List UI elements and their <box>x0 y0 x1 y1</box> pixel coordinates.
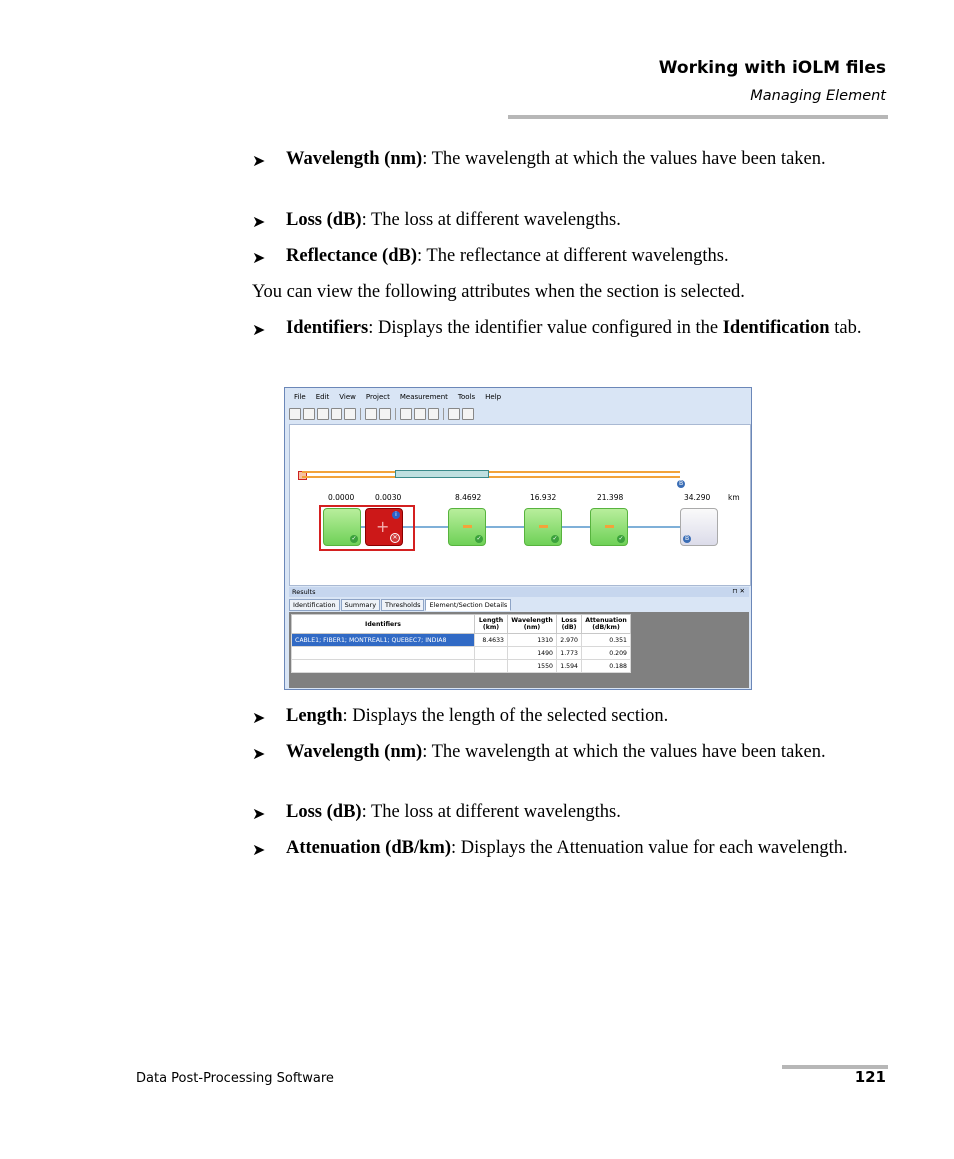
bullet-term: Wavelength (nm) <box>286 149 423 169</box>
pass-icon: ✓ <box>618 535 624 542</box>
wavelength-cell: 1310 <box>508 634 557 647</box>
tab-element-section-details[interactable]: Element/Section Details <box>425 599 511 611</box>
header-rule <box>508 115 888 119</box>
splice-icon: + <box>376 517 390 536</box>
print-preview-icon[interactable] <box>365 408 377 420</box>
table-row[interactable] <box>292 634 631 647</box>
cut-icon[interactable] <box>400 408 412 420</box>
details-table <box>291 614 631 673</box>
bullet-term: Loss (dB) <box>286 210 362 230</box>
loss-cell: 1.594 <box>557 660 582 673</box>
bullet-arrow-icon: ➤ <box>252 842 266 859</box>
bullet-text-2: tab. <box>829 318 862 338</box>
tab-identification[interactable]: Identification <box>289 599 340 611</box>
length-cell: 8.4633 <box>475 634 508 647</box>
bullet-text: : The wavelength at which the values have been taken. <box>422 742 826 762</box>
tab-thresholds[interactable]: Thresholds <box>381 599 424 611</box>
menu-help[interactable]: Help <box>485 393 502 401</box>
col-identifiers[interactable]: Identifiers <box>292 615 475 634</box>
network-icon[interactable] <box>462 408 474 420</box>
paste-icon[interactable] <box>428 408 440 420</box>
bullet-term: Identifiers <box>286 318 369 338</box>
print-icon[interactable] <box>303 408 315 420</box>
bullet-term: Wavelength (nm) <box>286 742 423 762</box>
fail-icon: ✕ <box>390 533 400 543</box>
bullet-term: Loss (dB) <box>286 802 362 822</box>
results-tabs <box>289 599 512 611</box>
fiber-trace-lower <box>302 476 680 478</box>
application-screenshot <box>284 387 752 690</box>
toolbar-separator <box>443 408 444 420</box>
section-subtitle: Managing Element <box>750 88 886 104</box>
page-number: 121 <box>854 1068 886 1086</box>
loss-cell: 2.970 <box>557 634 582 647</box>
wavelength-cell: 1490 <box>508 647 557 660</box>
element-selected-section[interactable] <box>365 508 403 546</box>
col-loss[interactable]: Loss (dB) <box>557 615 582 634</box>
bullet-arrow-icon: ➤ <box>252 153 266 170</box>
bullet-term-2: Identification <box>722 318 830 338</box>
bullet-attenuation <box>252 836 862 861</box>
length-cell <box>475 660 508 673</box>
menu-bar <box>289 390 506 406</box>
distance-label: 8.4692 <box>455 493 482 502</box>
results-pane-title: Results <box>292 588 316 596</box>
distance-label: 0.0000 <box>328 493 355 502</box>
bullet-text: : Displays the Attenuation value for each wavelength. <box>450 838 848 858</box>
bullet-term: Length <box>286 706 343 726</box>
pass-icon: ✓ <box>351 535 357 542</box>
distance-label: 34.290 <box>684 493 711 502</box>
save-icon[interactable] <box>331 408 343 420</box>
link-view-canvas <box>289 424 751 586</box>
toolbar-separator <box>360 408 361 420</box>
menu-tools[interactable]: Tools <box>457 393 476 401</box>
open-folder-icon[interactable] <box>317 408 329 420</box>
table-row[interactable] <box>292 647 631 660</box>
end-marker-icon: B <box>678 480 684 487</box>
attenuation-cell: 0.209 <box>582 647 631 660</box>
loss-cell: 1.773 <box>557 647 582 660</box>
bullet-wavelength-2 <box>252 740 862 765</box>
body-paragraph: You can view the following attributes when the section is selected. <box>252 282 745 302</box>
attenuation-cell: 0.188 <box>582 660 631 673</box>
bullet-text: : Displays the length of the selected section. <box>342 706 669 726</box>
menu-edit[interactable]: Edit <box>315 393 330 401</box>
info-icon: i <box>392 511 400 519</box>
bullet-reflectance <box>252 244 862 269</box>
col-wavelength[interactable]: Wavelength (nm) <box>508 615 557 634</box>
bullet-arrow-icon: ➤ <box>252 710 266 727</box>
attenuation-cell: 0.351 <box>582 634 631 647</box>
bullet-term: Attenuation (dB/km) <box>286 838 451 858</box>
end-marker-icon: B <box>684 535 690 542</box>
distance-label: 16.932 <box>530 493 557 502</box>
table-row[interactable] <box>292 660 631 673</box>
col-attenuation[interactable]: Attenuation (dB/km) <box>582 615 631 634</box>
element-splice-3[interactable] <box>590 508 628 546</box>
menu-project[interactable]: Project <box>365 393 390 401</box>
save-as-icon[interactable] <box>344 408 356 420</box>
bullet-text: : Displays the identifier value configured in the <box>368 318 723 338</box>
selected-section-trace <box>395 470 489 478</box>
length-cell <box>475 647 508 660</box>
menu-measurement[interactable]: Measurement <box>399 393 448 401</box>
bullet-arrow-icon: ➤ <box>252 322 266 339</box>
element-launch[interactable] <box>323 508 361 546</box>
tab-summary[interactable]: Summary <box>341 599 380 611</box>
report-icon[interactable] <box>379 408 391 420</box>
toolbar <box>289 406 474 421</box>
results-grid-area <box>289 612 749 688</box>
bullet-length <box>252 704 862 729</box>
menu-file[interactable]: File <box>294 393 306 401</box>
pass-icon: ✓ <box>476 535 482 542</box>
element-splice-1[interactable] <box>448 508 486 546</box>
new-file-icon[interactable] <box>289 408 301 420</box>
bullet-text: : The reflectance at different wavelengths. <box>417 246 729 266</box>
fiber-trace-upper <box>302 471 680 473</box>
bullet-text: : The wavelength at which the values have been taken. <box>422 149 826 169</box>
toolbar-separator <box>395 408 396 420</box>
distance-label: 0.0030 <box>375 493 402 502</box>
chapter-title: Working with iOLM files <box>658 58 886 78</box>
distance-unit: km <box>728 493 740 502</box>
bullet-arrow-icon: ➤ <box>252 214 266 231</box>
distance-label: 21.398 <box>597 493 624 502</box>
pass-icon: ✓ <box>552 535 558 542</box>
identifier-cell <box>292 660 475 673</box>
pane-pin-close-icon[interactable]: ⊓ ✕ <box>732 587 745 595</box>
identifier-cell[interactable]: CABLE1; FIBER1; MONTREAL1; QUEBEC7; INDIA8 <box>292 634 475 647</box>
wavelength-cell: 1550 <box>508 660 557 673</box>
bullet-identifiers <box>252 316 862 341</box>
results-pane-header <box>289 587 749 597</box>
bullet-arrow-icon: ➤ <box>252 806 266 823</box>
bullet-term: Reflectance (dB) <box>286 246 417 266</box>
splice-icon <box>539 525 548 528</box>
footer-product: Data Post-Processing Software <box>136 1071 334 1086</box>
menu-view[interactable]: View <box>339 393 356 401</box>
splice-icon <box>463 525 472 528</box>
bullet-loss <box>252 208 862 233</box>
bullet-text: : The loss at different wavelengths. <box>361 802 621 822</box>
identifier-cell <box>292 647 475 660</box>
col-length[interactable]: Length (km) <box>475 615 508 634</box>
copy-icon[interactable] <box>414 408 426 420</box>
bullet-loss-2 <box>252 800 862 825</box>
splice-icon <box>605 525 614 528</box>
bullet-arrow-icon: ➤ <box>252 746 266 763</box>
bullet-wavelength <box>252 147 862 172</box>
element-end[interactable] <box>680 508 718 546</box>
help-icon[interactable] <box>448 408 460 420</box>
element-splice-2[interactable] <box>524 508 562 546</box>
bullet-text: : The loss at different wavelengths. <box>361 210 621 230</box>
bullet-arrow-icon: ➤ <box>252 250 266 267</box>
table-header-row <box>292 615 631 634</box>
